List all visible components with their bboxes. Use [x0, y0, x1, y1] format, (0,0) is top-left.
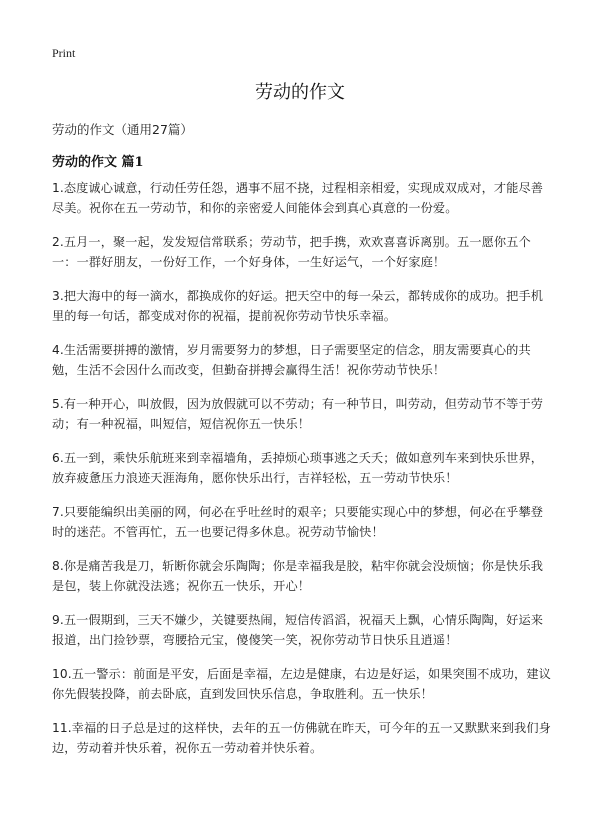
- paragraph-7: 7.只要能编织出美丽的网，何必在乎吐丝时的艰辛；只要能实现心中的梦想，何必在乎攀登时的迷茫。不管再忙，五一也要记得多休息。祝劳动节愉快！: [52, 505, 544, 539]
- paragraph-9: 9.五一假期到，三天不嫌少，关键要热闹，短信传滔滔，祝福天上飘，心情乐陶陶，好运来报道，出门捡钞票，弯腰拾元宝，傻傻笑一笑，祝你劳动节日快乐且逍遥！: [52, 613, 544, 647]
- paragraph-4: 4.生活需要拼搏的激情，岁月需要努力的梦想，日子需要坚定的信念，朋友需要真心的共勉，生活不会因什么而改变，但勤奋拼搏会赢得生活！祝你劳动节快乐！: [52, 343, 531, 377]
- paragraph-8: 8.你是痛苦我是刀，斩断你就会乐陶陶；你是幸福我是胶，粘牢你就会没烦恼；你是快乐我是包，装上你就没法逃；祝你五一快乐，开心！: [52, 559, 544, 593]
- paragraph-10: 10.五一警示：前面是平安，后面是幸福，左边是健康，右边是好运，如果突围不成功，建议你先假装投降，前去卧底，直到发回快乐信息，争取胜利。五一快乐！: [52, 667, 551, 701]
- paragraph-list: [52, 178, 552, 772]
- paragraph-11: 11.幸福的日子总是过的这样快，去年的五一仿佛就在昨天，可今年的五一又默默来到我们身边，劳动着并快乐着，祝你五一劳动着并快乐着。: [52, 721, 551, 755]
- paragraph-5: 5.有一种开心，叫放假，因为放假就可以不劳动；有一种节日，叫劳动，但劳动节不等于劳动；有一种祝福，叫短信，短信祝你五一快乐！: [52, 397, 544, 431]
- paragraph-3: 3.把大海中的每一滴水，都换成你的好运。把天空中的每一朵云，都转成你的成功。把手机里的每一句话，都变成对你的祝福，提前祝你劳动节快乐幸福。: [52, 289, 544, 323]
- paragraph-1: 1.态度诚心诚意，行动任劳任怨，遇事不屈不挠，过程相亲相爱，实现成双成对，才能尽善尽美。祝你在五一劳动节，和你的亲密爱人间能体会到真心真意的一份爱。: [52, 181, 544, 215]
- article-subtitle: 劳动的作文（通用27篇）: [52, 122, 193, 137]
- section-heading: 劳动的作文 篇1: [52, 155, 144, 170]
- paragraph-2: 2.五月一，聚一起，发发短信常联系；劳动节，把手携，欢欢喜喜诉离别。五一愿你五个一：一群好朋友，一份好工作，一个好身体，一生好运气，一个好家庭！: [52, 235, 531, 269]
- page-title: 劳动的作文: [255, 82, 345, 103]
- print-link[interactable]: Print: [52, 46, 76, 60]
- paragraph-6: 6.五一到，乘快乐航班来到幸福墙角，丢掉烦心琐事逃之夭夭；做如意列车来到快乐世界，放弃疲惫压力浪迹天涯海角，愿你快乐出行，吉祥轻松，五一劳动节快乐！: [52, 451, 544, 485]
